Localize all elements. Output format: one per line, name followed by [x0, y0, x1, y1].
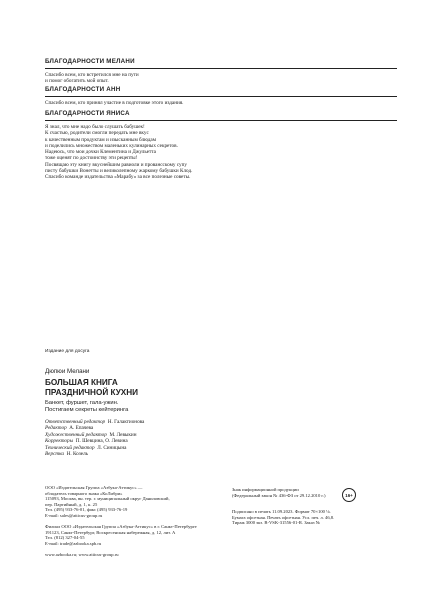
publisher-line: Тел. (495) 933-76-01, факс (495) 933-76-19 [45, 507, 128, 513]
credit-role: Ответственный редактор [45, 419, 106, 425]
section-heading: БЛАГОДАРНОСТИ АНН [45, 86, 397, 97]
sign-line: Знак информационной продукции [232, 487, 299, 492]
print-line: Тираж 3000 экз. В-VSK-31556-01-R. Заказ № [232, 520, 321, 526]
publisher-line: 191123, Санкт-Петербург, Воскресенская набережная, д. 12, лит. А [45, 529, 176, 535]
section-body [45, 100, 397, 106]
body-line: Надеюсь, что мои дочки Клементина и Джульетта [45, 149, 156, 156]
body-line: Спасибо всем, кто встретился мне на пути [45, 72, 139, 78]
credit-role: Художественный редактор [45, 431, 107, 438]
credit-role: Корректоры [45, 438, 74, 445]
credit-name: Л. Синицына [97, 444, 127, 451]
body-line: к качественным продуктам и изысканным блюдам [45, 136, 156, 143]
acknowledgement-ann [45, 86, 397, 106]
body-line: писту бабушки Вонетты и великолепному жаркому бабушки Клод. [45, 168, 193, 175]
body-line: К счастью, родители смогли передать мне вкус [45, 130, 149, 137]
credit-name: М. Левыкин [109, 431, 137, 438]
credit-name: Н. Козель [66, 451, 89, 458]
publisher-line: Филиал ООО «Издательская Группа «Азбука-Аттикус» в г. Санкт-Петербурге [45, 524, 197, 530]
publisher-line: E-mail: sales@atticus-group.ru [45, 512, 103, 518]
body-line: Спасибо всем, кто принял участие в подготовке этого издания. [45, 100, 184, 106]
author-name: Дюпюи Мелани [45, 368, 90, 375]
age-rating-badge: 16+ [342, 488, 356, 502]
body-line: Спасибо команде издательства «Марабу» за все полезные советы. [45, 174, 191, 181]
title-line: БОЛЬШАЯ КНИГА [45, 378, 118, 387]
publisher-line: обладатель товарного знака «КоЛибри» [45, 490, 123, 496]
credit-name: Н. Галактионова [107, 419, 145, 425]
edition-note: Издание для досуга [45, 349, 90, 354]
publisher-info [45, 485, 197, 558]
publisher-line: E-mail: trade@azbooka.spb.ru [45, 540, 102, 546]
body-line: Я знал, что мне надо было слушать бабушек! [45, 124, 145, 130]
print-line: Бумага офсетная. Печать офсетная. Усл. печ. л. 46,8. [232, 514, 335, 520]
acknowledgement-yanis [45, 110, 397, 181]
title-line: ПРАЗДНИЧНОЙ КУХНИ [45, 387, 139, 397]
acknowledgement-melanie [45, 58, 397, 85]
body-line: и помог обогатить мой опыт. [45, 78, 109, 85]
credits-list [45, 419, 144, 457]
section-heading: БЛАГОДАРНОСТИ ЯНИСА [45, 110, 397, 121]
print-info [232, 487, 334, 526]
sign-line: (Федеральный закон № 436-ФЗ от 29.12.2010 г.) [232, 492, 326, 498]
body-line: Посвящаю эту книгу вкуснейшим равиоли и провансскому супу [45, 161, 187, 168]
book-title [45, 378, 138, 397]
book-subtitle [45, 400, 128, 414]
publisher-line: ООО «Издательская Группа «Азбука-Аттикус» — [45, 485, 143, 490]
credit-role: Верстка [45, 451, 65, 458]
credit-role: Технический редактор [45, 444, 95, 451]
publisher-line: Тел. (812) 327-04-55 [45, 535, 85, 541]
body-line: тоже оценят по достоинству эти рецепты! [45, 155, 138, 162]
subtitle-line: Банкет, фуршет, гала-ужин. [45, 400, 119, 406]
publisher-websites: www.azbooka.ru; www.atticus-group.ru [45, 552, 119, 558]
body-line: и поделились множеством маленьких кулинарных секретов. [45, 142, 178, 149]
section-heading: БЛАГОДАРНОСТИ МЕЛАНИ [45, 58, 397, 69]
credit-row [45, 451, 144, 457]
credit-name: А. Епачева [69, 425, 94, 432]
credit-role: Редактор [45, 425, 67, 432]
publisher-line: пер. Партийный, д. 1, к. 25 [45, 501, 98, 507]
section-body [45, 72, 397, 85]
section-body [45, 124, 397, 181]
subtitle-line: Постигаем секреты кейтеринга [45, 407, 129, 413]
print-line: Подписано в печать 11.09.2023. Формат 70×100 ⅛. [232, 509, 331, 515]
publisher-line: 115093, Москва, вн. тер. г. муниципальный округ Даниловский, [45, 496, 170, 502]
credit-name: П. Шевцина, О. Левина [75, 438, 128, 445]
